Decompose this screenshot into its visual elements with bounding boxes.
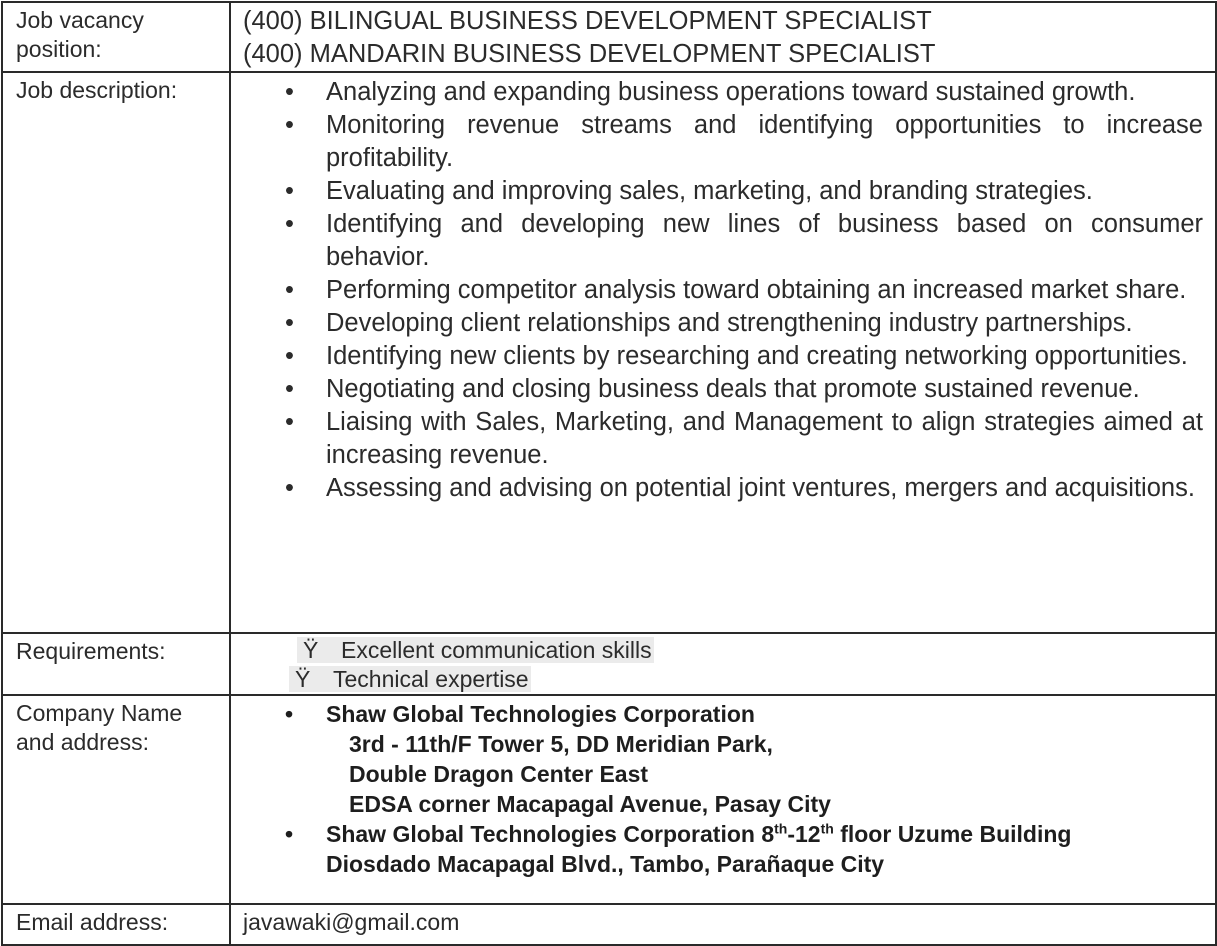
requirements-label-cell [2,633,230,695]
list-item [231,76,1203,109]
bullet-icon: • [285,821,294,847]
list-item [231,636,1215,665]
job-vacancy-value-cell [230,2,1216,72]
list-item-text: Evaluating and improving sales, marketing, and branding strategies. [326,177,1093,205]
bullet-icon: • [285,276,294,304]
list-item [231,819,1215,879]
bullet-icon: • [285,342,294,370]
bullet-icon: • [285,177,294,205]
job-vacancy-label-cell [2,2,230,72]
bullet-icon: • [285,111,294,139]
list-item-text: Monitoring revenue streams and identifying opportunities to increase profitability. [326,111,1203,172]
list-item [231,665,1215,694]
requirements-row [2,633,1216,695]
list-item-text: Assessing and advising on potential joint ventures, mergers and acquisitions. [326,474,1195,502]
email-label: Email address: [16,909,169,935]
company-address-line: Double Dragon Center East [349,761,649,787]
list-item [231,373,1203,406]
list-item [231,274,1203,307]
company-address-line: EDSA corner Macapagal Avenue, Pasay City [349,791,831,817]
list-item-text: Identifying new clients by researching and creating networking opportunities. [326,342,1188,370]
job-vacancy-row [2,2,1216,72]
list-item-text: Analyzing and expanding business operations toward sustained growth. [326,78,1136,106]
company-row [2,695,1216,904]
list-item [231,406,1203,472]
job-description-list [231,73,1215,505]
list-item [231,340,1203,373]
requirement-text: Excellent communication skills [341,637,652,663]
bullet-icon: • [285,78,294,106]
list-item [231,175,1203,208]
list-item-text: Negotiating and closing business deals that promote sustained revenue. [326,375,1140,403]
bullet-icon: • [285,210,294,238]
job-posting-table [1,1,1217,946]
bullet-icon: • [285,309,294,337]
company-list [231,696,1215,879]
email-row [2,904,1216,945]
email-value: javawaki@gmail.com [243,909,460,935]
company-name-2: Shaw Global Technologies Corporation 8th-12th floor Uzume Building [326,820,1072,847]
bullet-icon: Ÿ [303,637,319,663]
bullet-icon: • [285,474,294,502]
requirements-list [231,634,1215,694]
requirements-value-cell [230,633,1216,695]
job-description-label-cell [2,72,230,633]
company-label-cell [2,695,230,904]
job-position-1: (400) BILINGUAL BUSINESS DEVELOPMENT SPECIALIST [243,7,932,35]
job-description-label: Job description: [16,77,178,103]
job-description-row [2,72,1216,633]
list-item-text: Liaising with Sales, Marketing, and Management to align strategies aimed at increasing revenue. [326,408,1203,469]
bullet-icon: Ÿ [295,666,311,692]
list-item-text: Performing competitor analysis toward obtaining an increased market share. [326,276,1187,304]
job-vacancy-label: Job vacancy position: [16,7,144,62]
company-label: Company Name and address: [16,700,183,755]
list-item [231,472,1203,505]
list-item [231,699,1215,819]
company-address-line: 3rd - 11th/F Tower 5, DD Meridian Park, [349,731,773,757]
list-item [231,307,1203,340]
company-value-cell [230,695,1216,904]
email-label-cell [2,904,230,945]
list-item-text: Identifying and developing new lines of business based on consumer behavior. [326,210,1203,271]
requirements-label: Requirements: [16,638,166,664]
company-address-line: Diosdado Macapagal Blvd., Tambo, Parañaque City [326,851,885,877]
requirement-text: Technical expertise [333,666,529,692]
job-description-value-cell [230,72,1216,633]
list-item [231,109,1203,175]
bullet-icon: • [285,408,294,436]
bullet-icon: • [285,375,294,403]
company-name-1: Shaw Global Technologies Corporation [326,701,755,727]
list-item [231,208,1203,274]
email-value-cell [230,904,1216,945]
bullet-icon: • [285,701,294,727]
list-item-text: Developing client relationships and strengthening industry partnerships. [326,309,1133,337]
job-position-2: (400) MANDARIN BUSINESS DEVELOPMENT SPECIALIST [243,40,936,68]
